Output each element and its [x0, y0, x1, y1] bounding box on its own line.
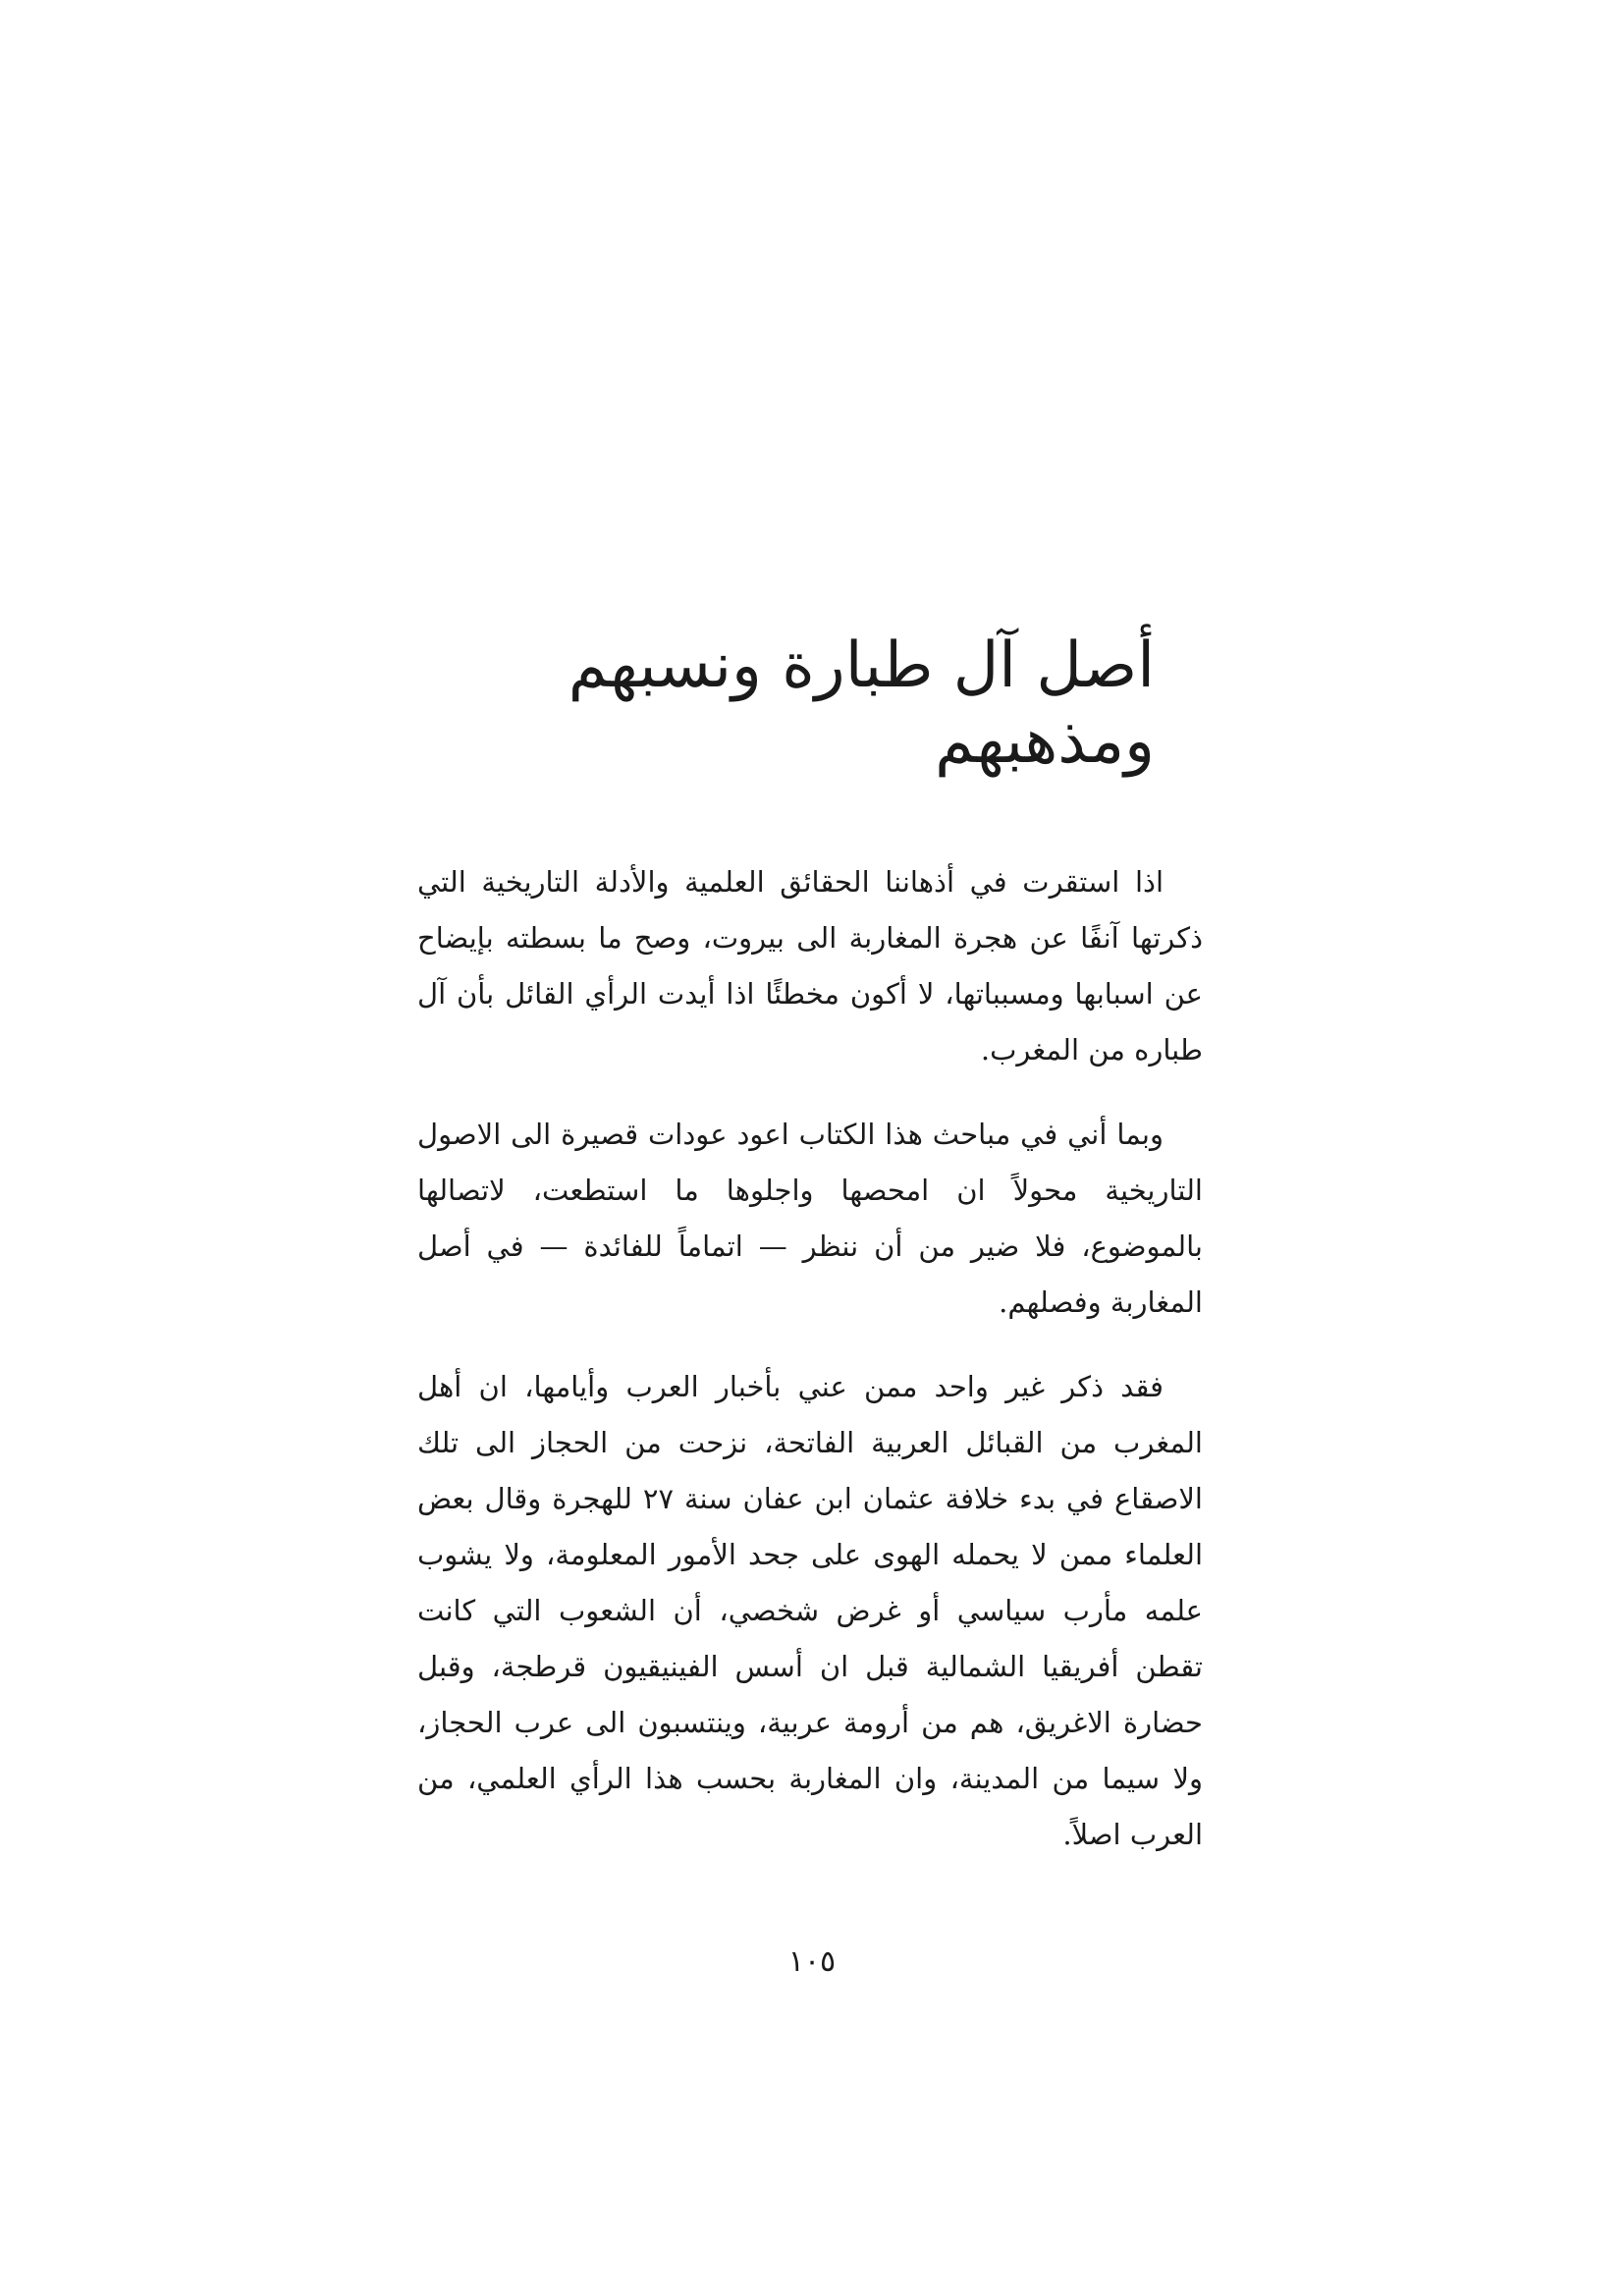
paragraph: وبما أني في مباحث هذا الكتاب اعود عودات قصيرة الى الاصول التاريخية محولاً ان امحصها واجلوها ما استطعت، لاتصالها بالموضوع، فلا ضير من أن ننظر — اتماماً للفائدة — في أصل المغاربة وفصلهم. [417, 1118, 1203, 1319]
paragraph: اذا استقرت في أذهاننا الحقائق العلمية والأدلة التاريخية التي ذكرتها آنفًا عن هجرة المغاربة الى بيروت، وصح ما بسطته بإيضاح عن اسبابها ومسبباتها، لا أكون مخطئًا اذا أيدت الرأي القائل بأن آل طباره من المغرب. [417, 865, 1203, 1066]
chapter-title: أصل آل طبارة ونسبهم ومذهبهم [568, 629, 1155, 778]
page-number: ١٠٥ [787, 1944, 837, 1979]
body-text [417, 854, 1203, 1891]
paragraph: فقد ذكر غير واحد ممن عني بأخبار العرب وأيامها، ان أهل المغرب من القبائل العربية الفاتحة، نزحت من الحجاز الى تلك الاصقاع في بدء خلافة عثمان ابن عفان سنة ٢٧ للهجرة وقال بعض العلماء ممن لا يحمله الهوى على جحد الأمور المعلومة، ولا يشوب علمه مأرب سياسي أو غرض شخصي، أن الشعوب التي كانت تقطن أفريقيا الشمالية قبل ان أسس الفينيقيون قرطجة، وقبل حضارة الاغريق، هم من أرومة عربية، وينتسبون الى عرب الحجاز، ولا سيما من المدينة، وان المغاربة بحسب هذا الرأي العلمي، من العرب اصلاً. [417, 1370, 1203, 1851]
